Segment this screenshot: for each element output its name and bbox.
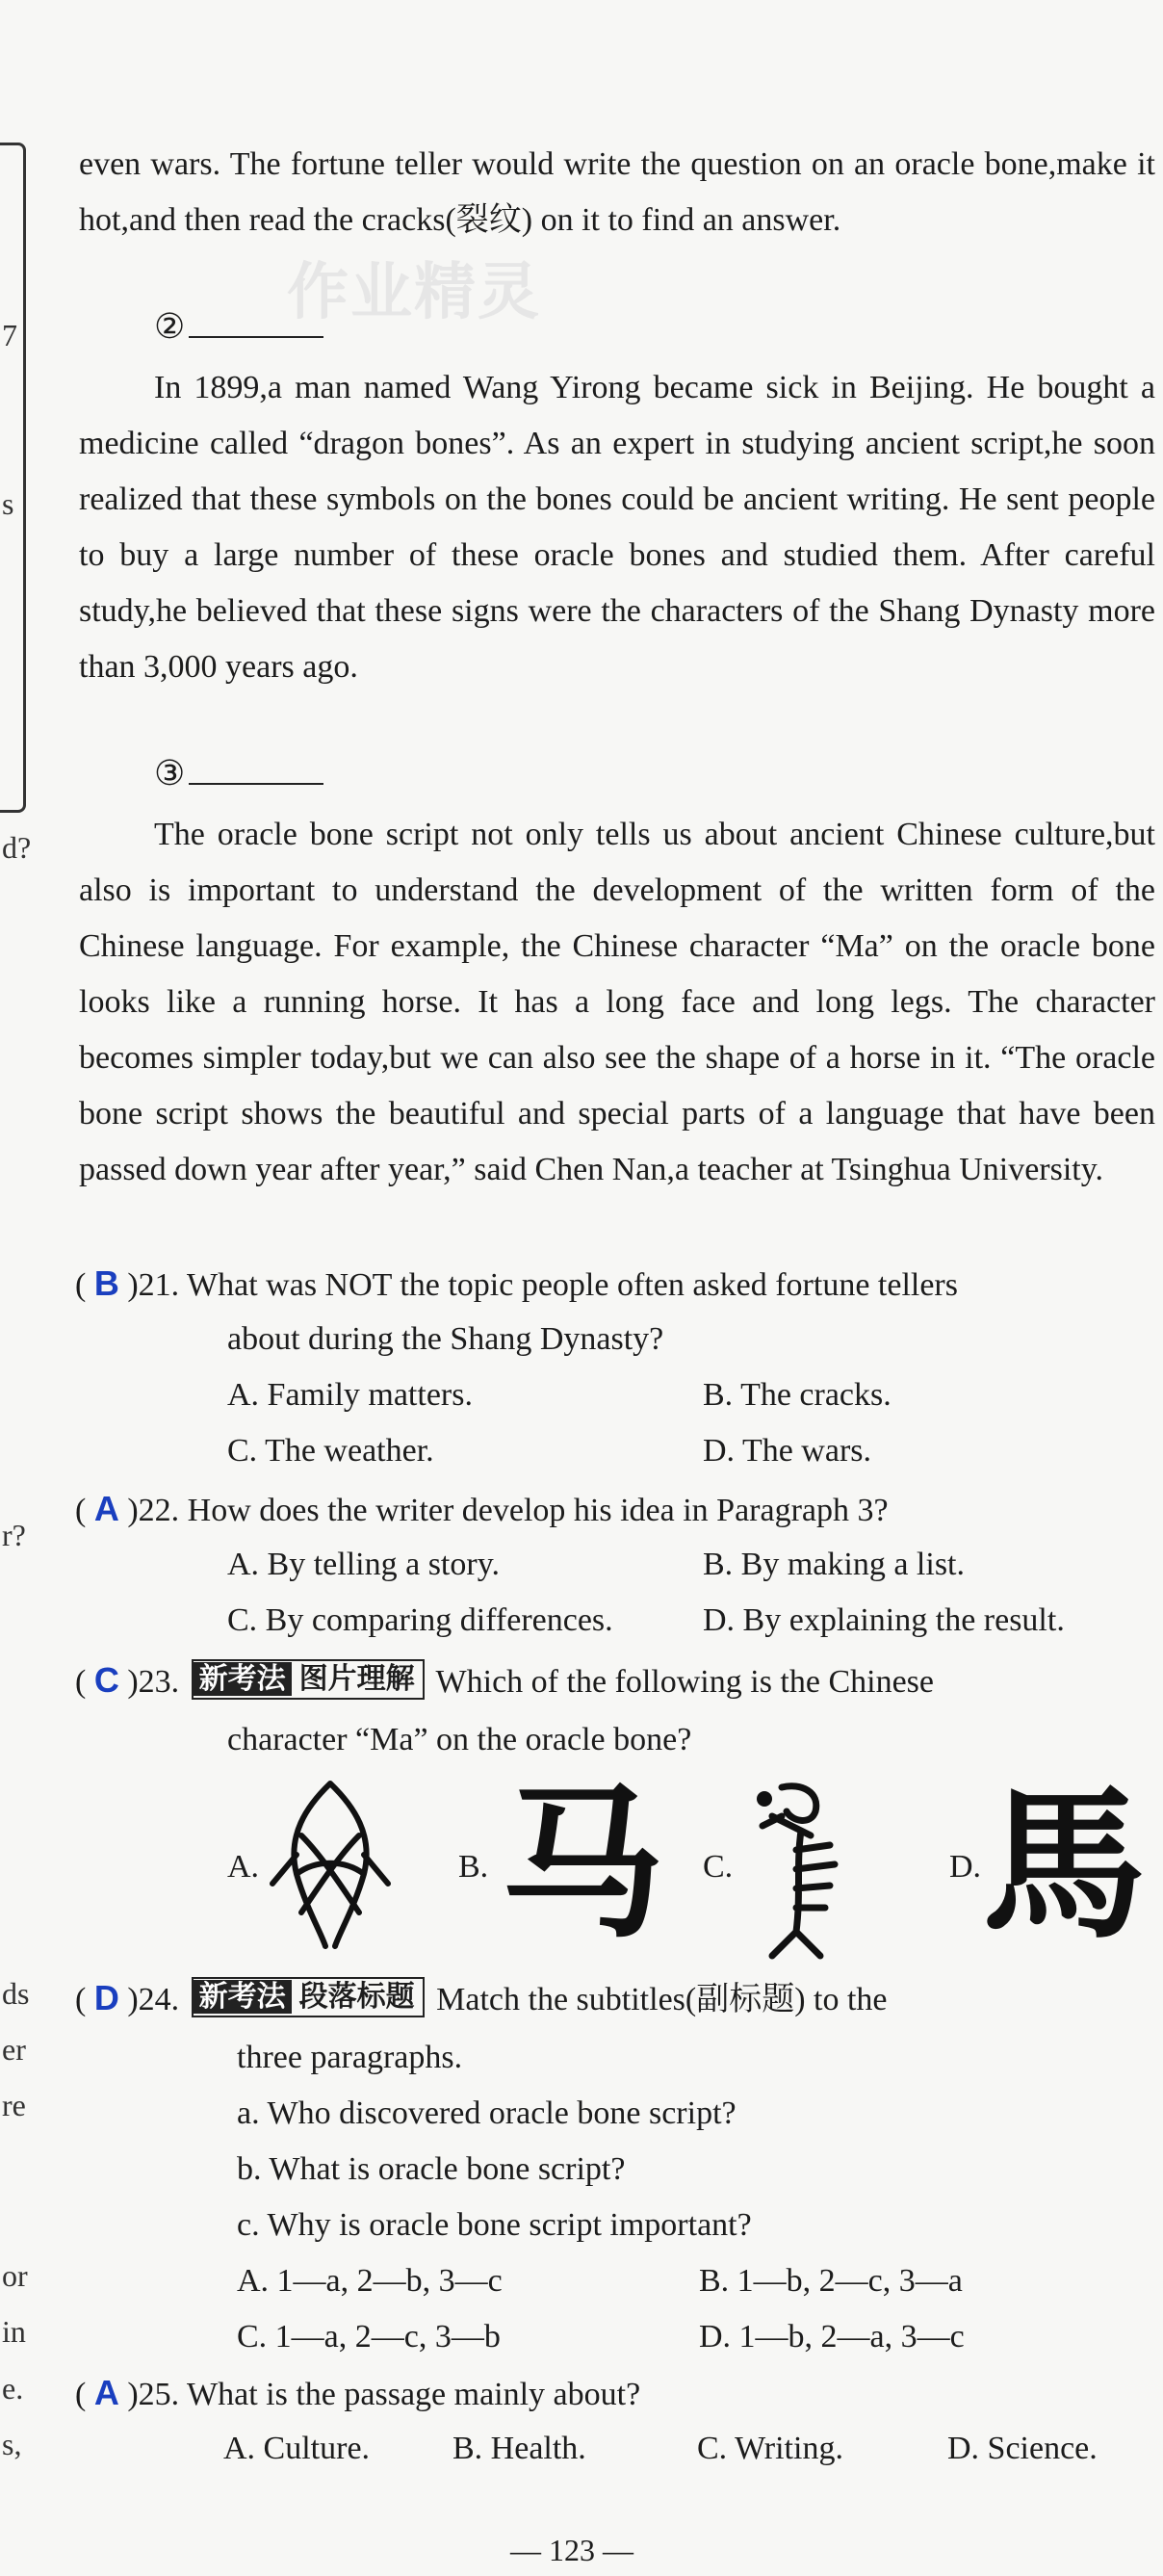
edge-fragment: re	[2, 2088, 26, 2122]
answer-mark: A	[93, 2373, 119, 2412]
question-stem: Which of the following is the Chinese	[435, 1664, 935, 1700]
edge-fragment: r?	[2, 1518, 26, 1552]
subtitle-blank-2	[154, 306, 323, 347]
option-b: B. By making a list.	[703, 1547, 965, 1582]
answer-mark: C	[93, 1660, 119, 1700]
new-method-tag: 新考法 段落标题	[192, 1977, 425, 2017]
subtitle-b: b. What is oracle bone script?	[237, 2151, 626, 2187]
answer-mark: D	[93, 1978, 119, 2017]
option-a: A. Culture.	[223, 2431, 371, 2466]
paragraph-2	[79, 360, 1155, 695]
question-23: ( C )23. 新考法 图片理解 Which of the following is the Chinese	[75, 1660, 935, 1700]
paragraph-3-text: The oracle bone script not only tells us about ancient Chinese culture,but also is important to understand the development of the written form of the Chinese language. For example, the Chinese character “Ma” on the oracle bone looks like a running horse. It has a long face and long legs. The character becomes simpler today,but we can also see the shape of a horse in it. “The oracle bone script shows the beautiful and special parts of a language that have been passed down year after year,” said Chen Nan,a teacher at Tsinghua University.	[79, 817, 1155, 1187]
watermark: 作业精灵	[287, 257, 541, 328]
question-stem: Match the subtitles(副标题) to the	[436, 1982, 888, 2017]
edge-fragment: 7	[2, 318, 17, 352]
option-c: C. Writing.	[697, 2431, 843, 2466]
option-d: D. Science.	[947, 2431, 1098, 2466]
option-c: C. 1—a, 2—c, 3—b	[237, 2319, 501, 2355]
option-a: A. 1—a, 2—b, 3—c	[237, 2263, 503, 2299]
question-stem: What is the passage mainly about?	[187, 2377, 641, 2412]
edge-fragment: er	[2, 2032, 26, 2067]
traditional-ma-glyph-d: 馬	[982, 1769, 1147, 1962]
oracle-horse-glyph-c	[743, 1778, 849, 1961]
question-22: ( A )22. How does the writer develop his idea in Paragraph 3?	[75, 1489, 889, 1528]
edge-fragment: d?	[2, 830, 32, 865]
question-stem-cont: three paragraphs.	[237, 2040, 463, 2075]
edge-fragment: ds	[2, 1976, 30, 2011]
question-number: )23.	[127, 1664, 180, 1700]
question-number: )22.	[127, 1493, 180, 1528]
page-number: — 123 —	[510, 2533, 633, 2567]
paragraph-3	[79, 807, 1155, 1198]
new-method-tag: 新考法 图片理解	[192, 1659, 425, 1700]
option-a: A. Family matters.	[227, 1377, 473, 1413]
question-25: ( A )25. What is the passage mainly about?	[75, 2373, 641, 2412]
edge-fragment: s,	[2, 2427, 22, 2461]
option-a: A. By telling a story.	[227, 1547, 500, 1582]
option-d: D. 1—b, 2—a, 3—c	[699, 2319, 965, 2355]
paragraph-1	[79, 137, 1155, 248]
option-c-label: C.	[703, 1849, 734, 1885]
question-stem-cont: about during the Shang Dynasty?	[227, 1321, 664, 1357]
option-a-label: A.	[227, 1849, 260, 1885]
circled-number: ③	[154, 754, 186, 793]
option-b-label: B.	[458, 1849, 489, 1885]
edge-fragment: e.	[2, 2371, 24, 2406]
edge-fragment: s	[2, 486, 14, 521]
option-d: D. The wars.	[703, 1433, 871, 1469]
paragraph-1-text: even wars. The fortune teller would write the question on an oracle bone,make it hot,and then read the cracks(裂纹) on it to find an answer.	[79, 146, 1155, 238]
option-d: D. By explaining the result.	[703, 1602, 1065, 1638]
option-d-label: D.	[949, 1849, 982, 1885]
subtitle-blank-3	[154, 753, 323, 794]
circled-number: ②	[154, 307, 186, 346]
option-c: C. The weather.	[227, 1433, 434, 1469]
blank-line	[189, 336, 323, 338]
question-21: ( B )21. What was NOT the topic people often asked fortune tellers	[75, 1263, 958, 1303]
option-c: C. By comparing differences.	[227, 1602, 613, 1638]
paragraph-2-text: In 1899,a man named Wang Yirong became sick in Beijing. He bought a medicine called “dragon bones”. As an expert in studying ancient script,he soon realized that these symbols on the bones could be ancient writing. He sent people to buy a large number of these oracle bones and studied them. After careful study,he believed that these signs were the characters of the Shang Dynasty more than 3,000 years ago.	[79, 370, 1155, 685]
question-number: )24.	[127, 1982, 180, 2017]
answer-mark: B	[93, 1263, 119, 1303]
subtitle-a: a. Who discovered oracle bone script?	[237, 2095, 737, 2131]
modern-ma-glyph-b: 马	[501, 1770, 665, 1961]
question-number: )25.	[127, 2377, 180, 2412]
subtitle-c: c. Why is oracle bone script important?	[237, 2207, 752, 2243]
question-stem: What was NOT the topic people often asked fortune tellers	[187, 1267, 958, 1303]
option-b: B. 1—b, 2—c, 3—a	[699, 2263, 963, 2299]
question-number: )21.	[127, 1267, 180, 1303]
question-stem: How does the writer develop his idea in Paragraph 3?	[187, 1493, 889, 1528]
question-stem-cont: character “Ma” on the oracle bone?	[227, 1722, 692, 1757]
answer-mark: A	[93, 1489, 119, 1528]
option-b: B. Health.	[452, 2431, 586, 2466]
edge-fragment: or	[2, 2258, 28, 2293]
edge-fragment: in	[2, 2314, 26, 2349]
option-b: B. The cracks.	[703, 1377, 892, 1413]
left-margin-box	[0, 143, 26, 813]
oracle-horse-glyph-a	[268, 1778, 393, 1951]
question-24: ( D )24. 新考法 段落标题 Match the subtitles(副标题) to the	[75, 1978, 888, 2017]
blank-line	[189, 783, 323, 785]
